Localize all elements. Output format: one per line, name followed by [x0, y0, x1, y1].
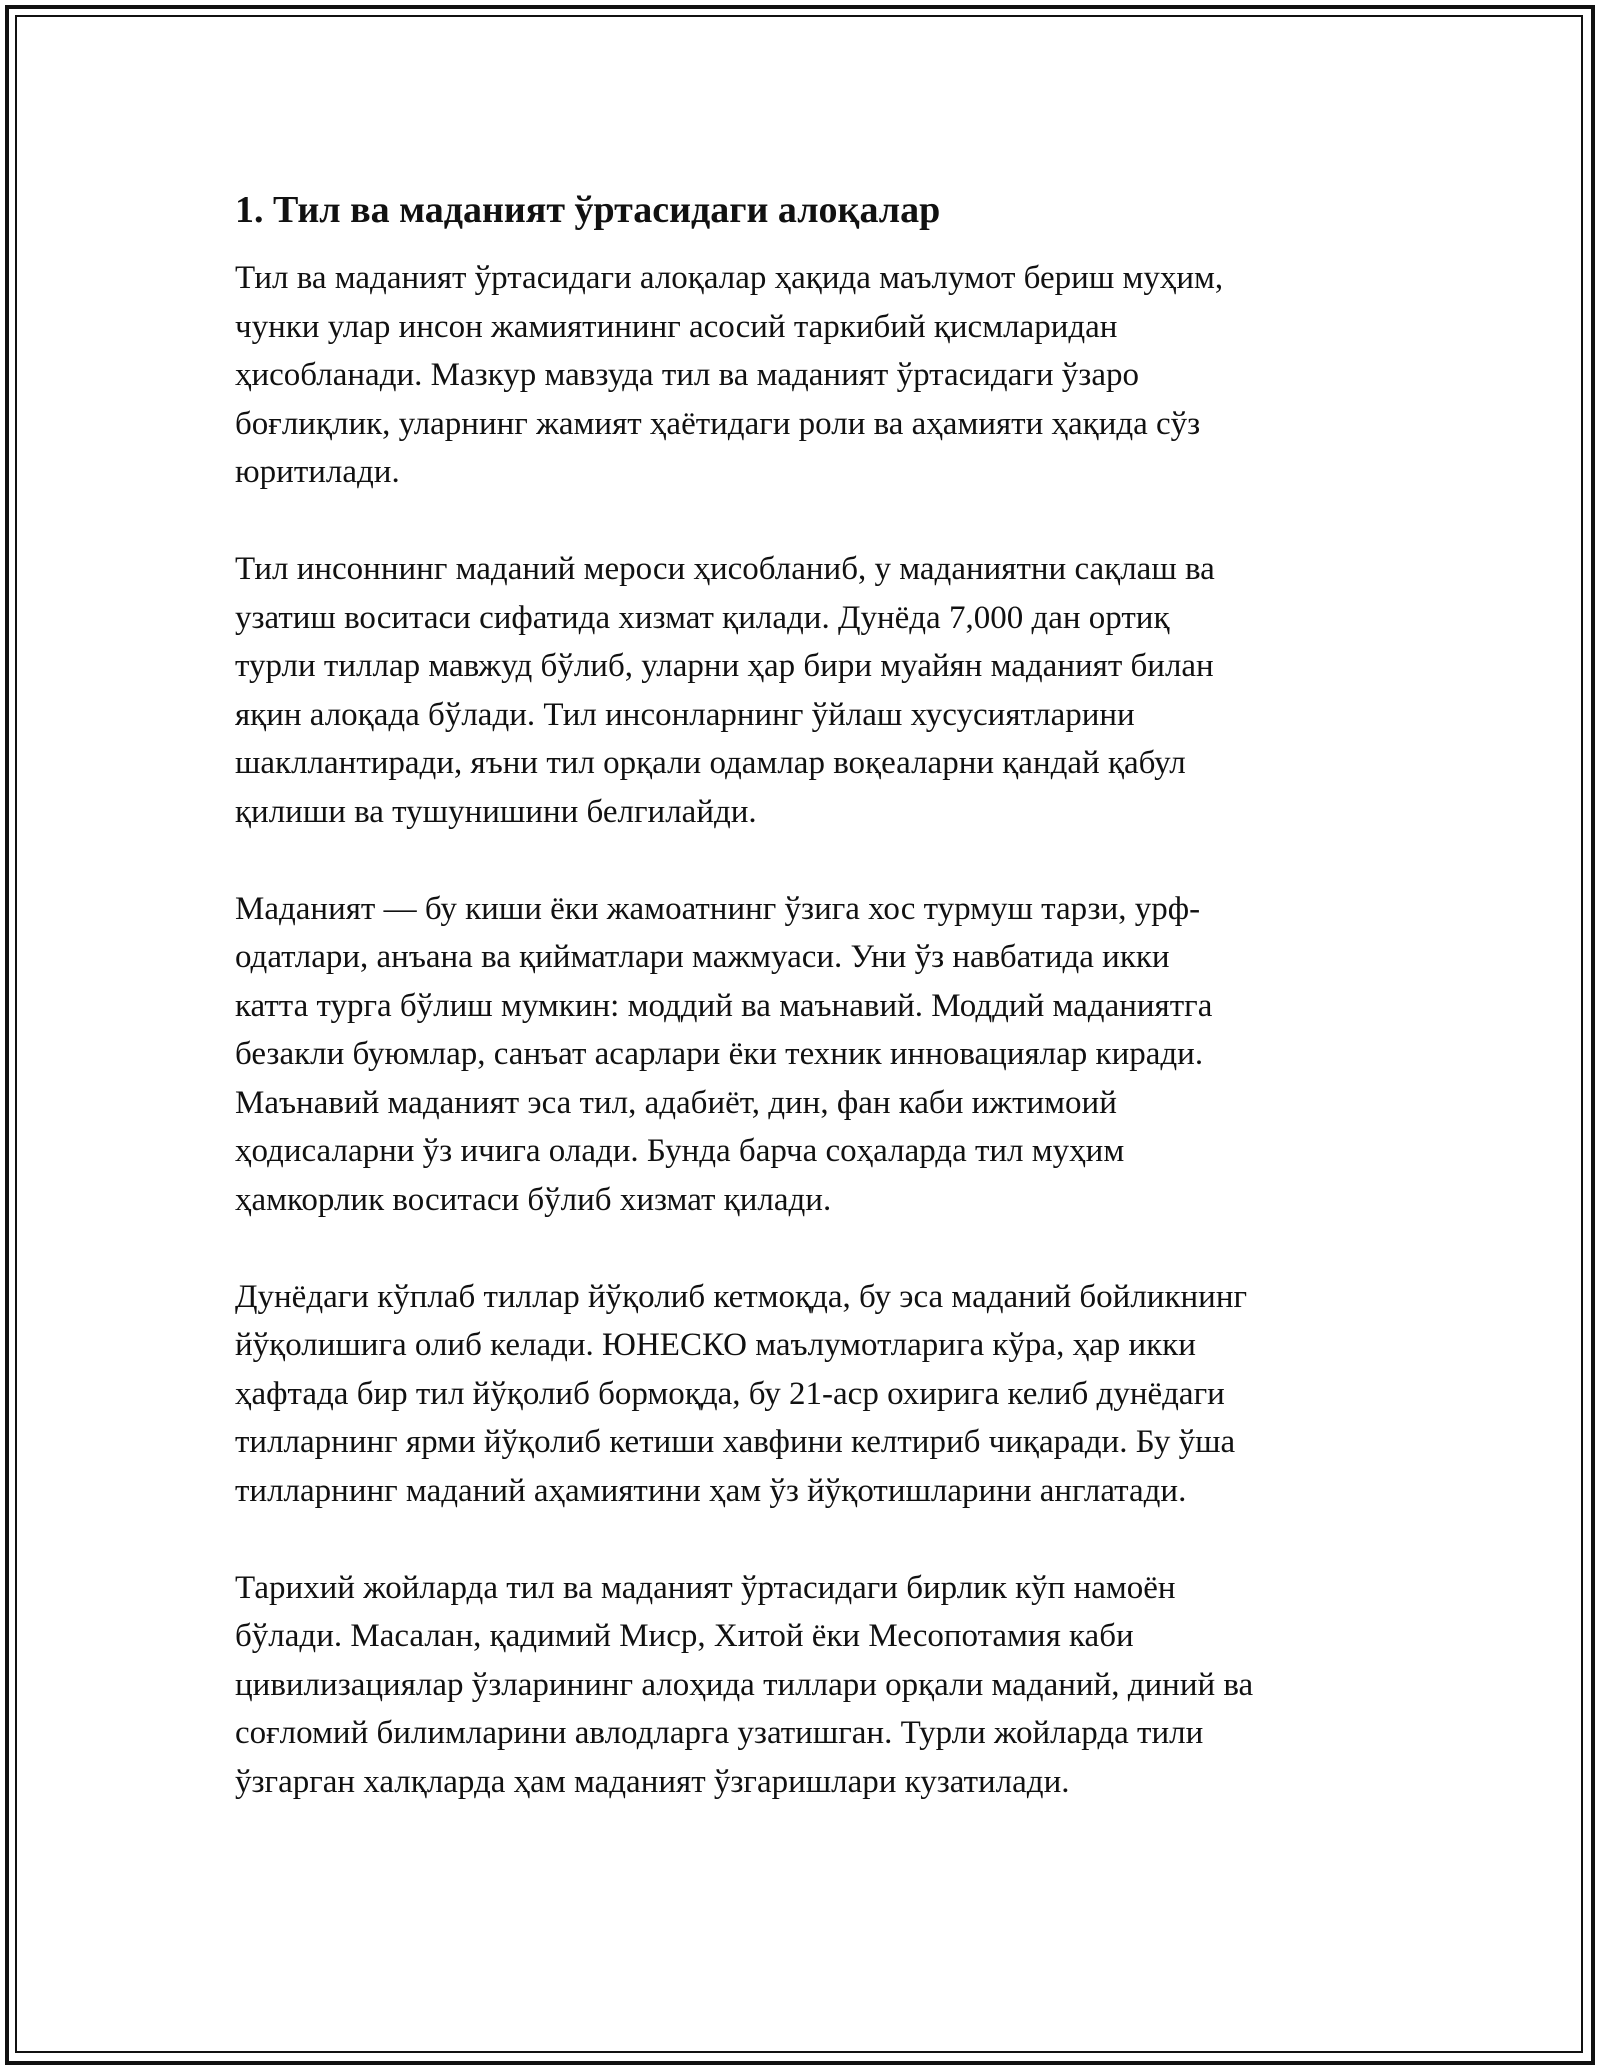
section-heading: 1. Тил ва маданият ўртасидаги алоқалар: [235, 189, 941, 231]
paragraph-2: Тил инсоннинг маданий мероси ҳисобланиб, у маданиятни сақлаш ва узатиш воситаси сифатида хизмат қилади. Дунёда 7,000 дан ортиқ турли тиллар мавжуд бўлиб, уларни ҳар бири муайян маданият билан яқин алоқада бўлади. Тил инсонларнинг ўйлаш хусусиятларини шакллантиради, яъни тил орқали одамлар воқеаларни қандай қабул қилиши ва тушунишини белгилайди.: [235, 551, 1215, 830]
document-body: [235, 186, 1375, 1855]
paragraph-1: Тил ва маданият ўртасидаги алоқалар ҳақида маълумот бериш муҳим, чунки улар инсон жамиятининг асосий таркибий қисмларидан ҳисобланади. Мазкур мавзуда тил ва маданият ўртасидаги ўзаро боғлиқлик, уларнинг жамият ҳаётидаги роли ва аҳамияти ҳақида сўз юритилади.: [235, 260, 1224, 490]
paragraph-4: Дунёдаги кўплаб тиллар йўқолиб кетмоқда, бу эса маданий бойликнинг йўқолишига олиб келади. ЮНЕСКО маълумотларига кўра, ҳар икки ҳафтада бир тил йўқолиб бормоқда, бу 21-аср охирига келиб дунёдаги тилларнинг ярми йўқолиб кетиши хавфини келтириб чиқаради. Бу ўша тилларнинг маданий аҳамиятини ҳам ўз йўқотишларини англатади.: [235, 1278, 1248, 1509]
paragraph-3: Маданият — бу киши ёки жамоатнинг ўзига хос турмуш тарзи, урф- одатлари, анъана ва қийматлари мажмуаси. Уни ўз навбатида икки катта турга бўлиш мумкин: моддий ва маънавий. Моддий маданиятга безакли буюмлар, санъат асарлари ёки техник инновациялар киради. Маънавий маданият эса тил, адабиёт, дин, фан каби ижтимоий ҳодисаларни ўз ичига олади. Бунда барча соҳаларда тил муҳим ҳамкорлик воситаси бўлиб хизмат қилади.: [235, 890, 1213, 1218]
paragraph-5: Тарихий жойларда тил ва маданият ўртасидаги бирлик кўп намоён бўлади. Масалан, қадимий Миср, Хитой ёки Месопотамия каби цивилизациялар ўзларининг алоҳида тиллари орқали маданий, диний ва соғломий билимларини авлодларга узатишган. Турли жойларда тили ўзгарган халқларда ҳам маданият ўзгаришлари кузатилади.: [235, 1569, 1254, 1800]
